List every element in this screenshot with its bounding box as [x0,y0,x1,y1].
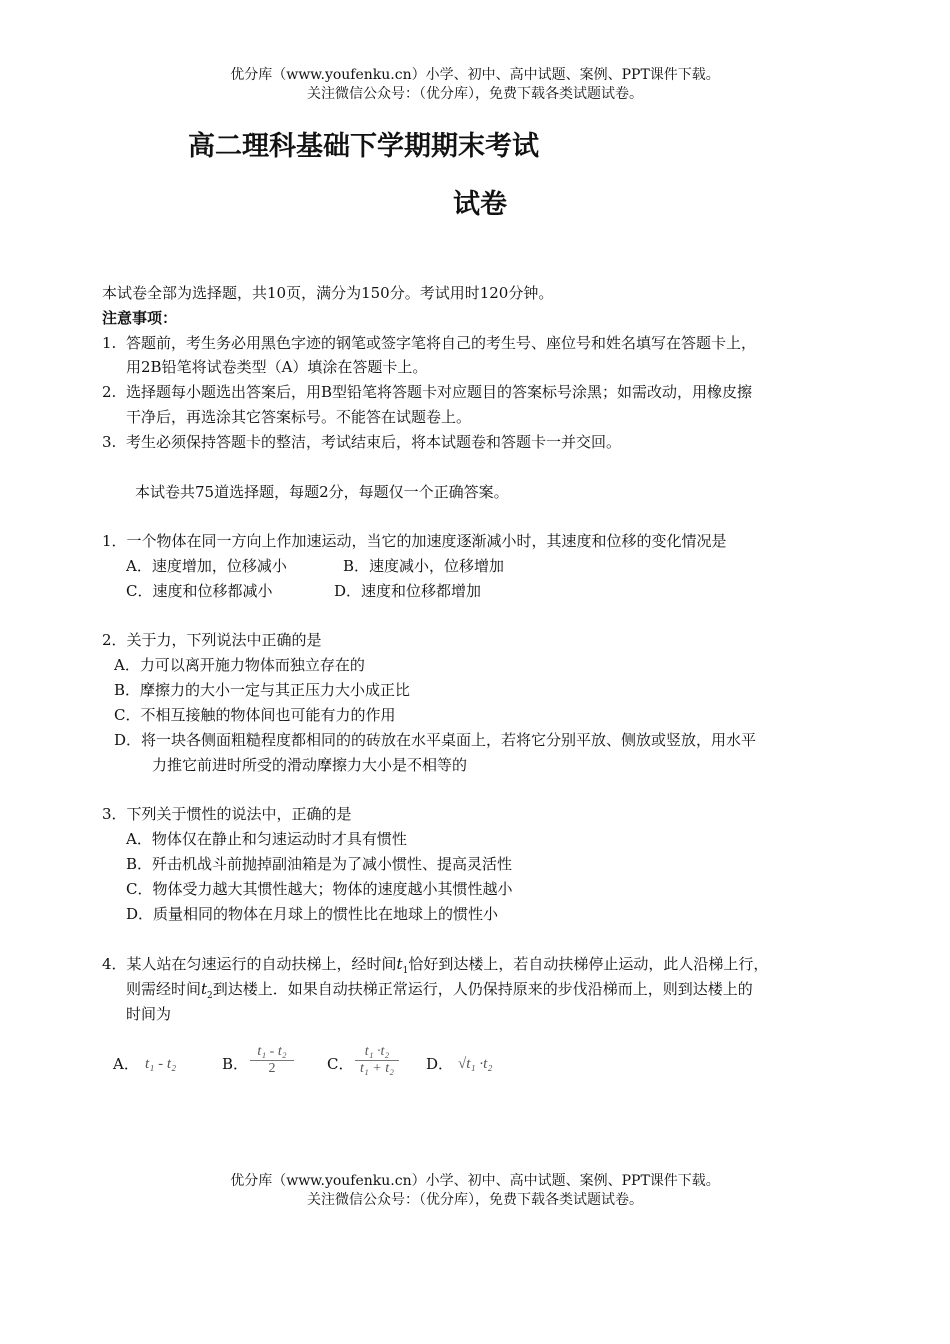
q1-option-b: B．速度减小，位移增加 [343,557,505,575]
q4-t1-sub: 1 [402,966,409,976]
q4-stem-line-1 [102,954,768,981]
q4-label-a: A． [113,1055,139,1073]
q4-option-c-fraction [355,1044,399,1077]
header-line-1: 优分库（www.youfenku.cn）小学、初中、高中试题、案例、PPT课件下载。 [230,67,720,83]
q4-t2: t [201,980,208,998]
q2-option-a: A．力可以离开施力物体而独立存在的 [114,656,365,674]
q3-option-a: A．物体仅在静止和匀速运动时才具有惯性 [126,830,407,848]
notes-heading: 注意事项： [102,309,178,327]
header-line-2: 关注微信公众号：（优分库），免费下载各类试题试卷。 [307,86,643,102]
intro-text: 本试卷全部为选择题，共10页，满分为150分。考试用时120分钟。 [102,284,554,302]
q1-option-d: D．速度和位移都增加 [334,582,482,600]
q4-option-c-numerator: t₁ ·t₂ [364,1044,390,1059]
note-2-num: 2. [102,383,117,401]
q4-stem-a: 4．某人站在匀速运行的自动扶梯上，经时间 [102,955,397,973]
note-1-num: 1. [102,334,117,352]
note-3-num: 3. [102,433,117,451]
q2-option-d: D．将一块各侧面粗糙程度都相同的的砖放在水平桌面上，若将它分别平放、侧放或竖放，用水平 [114,731,757,749]
page-subtitle: 试卷 [453,189,507,220]
note-1-line-2: 用2B铅笔将试卷类型（A）填涂在答题卡上。 [126,358,428,376]
q4-label-b: B． [222,1055,249,1073]
note-3-line-1: 考生必须保持答题卡的整洁，考试结束后，将本试题卷和答题卡一并交回。 [126,433,622,451]
q3-option-c: C．物体受力越大其惯性越大；物体的速度越小其惯性越小 [126,880,513,898]
q4-option-b-fraction [250,1044,294,1077]
q2-stem: 2．关于力，下列说法中正确的是 [102,631,322,649]
q4-line2-b: 到达楼上．如果自动扶梯正常运行，人仍保持原来的步伐沿梯而上，则到达楼上的 [212,980,753,998]
q4-label-c: C． [327,1055,354,1073]
q4-option-c-denominator: t₁ + t₂ [360,1061,394,1076]
footer-line-2: 关注微信公众号：（优分库），免费下载各类试题试卷。 [307,1192,643,1208]
q4-t1: t [396,955,403,973]
section-note: 本试卷共75道选择题，每题2分，每题仅一个正确答案。 [135,483,509,501]
q4-label-d: D． [426,1055,454,1073]
q4-option-a-formula: t₁ - t₂ [145,1056,177,1072]
q3-stem: 3．下列关于惯性的说法中，正确的是 [102,805,352,823]
q1-stem: 1．一个物体在同一方向上作加速运动，当它的加速度逐渐减小时，其速度和位移的变化情况是 [102,532,727,550]
q4-option-d-formula: √t₁ ·t₂ [458,1056,493,1072]
q4-stem-b: 恰好到达楼上，若自动扶梯停止运动，此人沿梯上行， [408,955,769,973]
q1-option-a: A．速度增加，位移减小 [126,557,287,575]
note-2-line-1: 选择题每小题选出答案后，用B型铅笔将答题卡对应题目的答案标号涂黑；如需改动，用橡皮擦 [126,383,753,401]
q4-stem-line-2 [126,979,753,1006]
q3-option-d: D．质量相同的物体在月球上的惯性比在地球上的惯性小 [126,905,499,923]
q2-option-c: C．不相互接触的物体间也可能有力的作用 [114,706,396,724]
q3-option-b: B．歼击机战斗前抛掉副油箱是为了减小惯性、提高灵活性 [126,855,513,873]
q4-option-b-numerator: t₁ - t₂ [257,1044,287,1059]
q4-stem-line-3: 时间为 [126,1005,172,1023]
q4-t2-sub: 2 [207,991,213,1001]
note-2-line-2: 干净后，再选涂其它答案标号。不能答在试题卷上。 [126,408,472,426]
q1-option-c: C．速度和位移都减小 [126,582,273,600]
q2-option-d-cont: 力推它前进时所受的滑动摩擦力大小是不相等的 [152,756,468,774]
q4-line2-a: 则需经时间 [126,980,202,998]
q2-option-b: B．摩擦力的大小一定与其正压力大小成正比 [114,681,411,699]
note-1-line-1: 答题前，考生务必用黑色字迹的钢笔或签字笔将自己的考生号、座位号和姓名填写在答题卡上， [126,334,757,352]
footer-line-1: 优分库（www.youfenku.cn）小学、初中、高中试题、案例、PPT课件下载。 [230,1173,720,1189]
q4-option-b-denominator: 2 [268,1061,276,1076]
page-title: 高二理科基础下学期期末考试 [188,131,539,162]
